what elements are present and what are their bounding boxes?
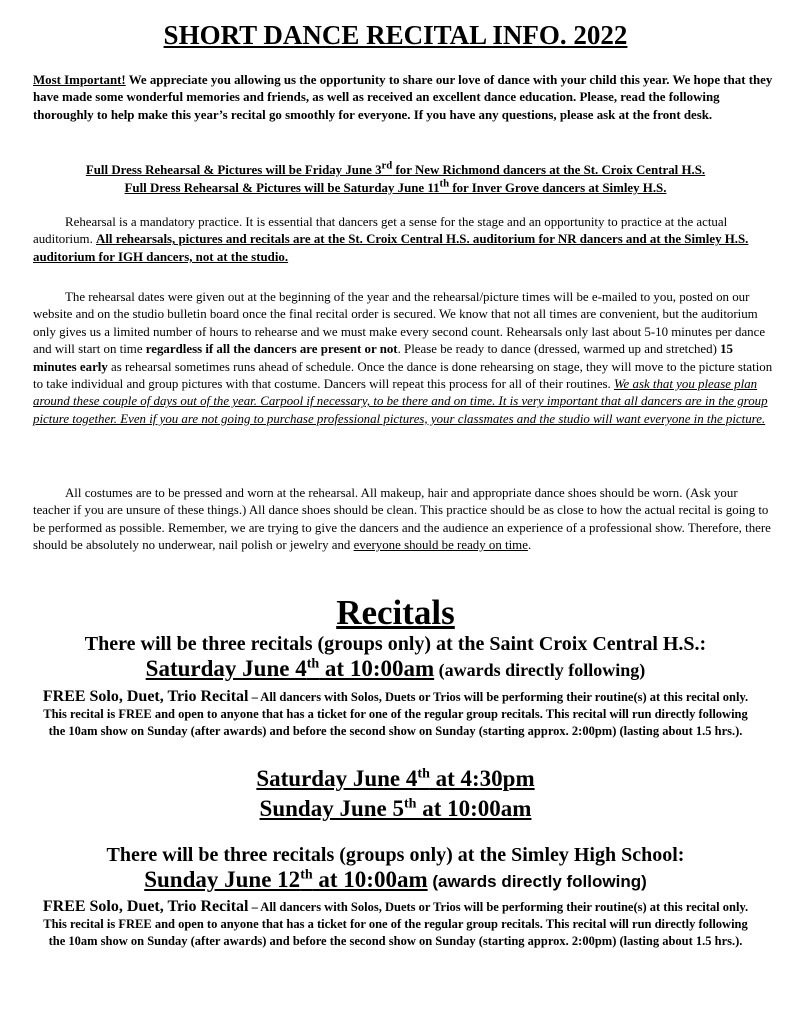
scc-show-2-date: Saturday June 4: [256, 766, 418, 791]
dates-bold-2: 15 minutes early: [33, 342, 733, 374]
costumes-text: All costumes are to be pressed and worn at the rehearsal. All makeup, hair and appropriate dance shoes should be worn. (Ask your teacher if you are unsure of these things.) All dance shoes should be clean. This practice should be as close to how the actual recital is going to be performed as possible. Remember, we are trying to give the dancers and the audience an experience of a professional show. Therefore, there should be absolutely no underwear, nail polish or jewelry and: [33, 486, 771, 553]
costumes-end: .: [527, 538, 532, 553]
rehearsal-igh-text: Full Dress Rehearsal & Pictures will be Saturday June 11: [124, 181, 440, 195]
rehearsal-dates-paragraph: [33, 289, 773, 428]
solo-recital-simley: [40, 899, 751, 949]
solo-recital-simley-lead: FREE Solo, Duet, Trio Recital: [42, 898, 249, 915]
rehearsal-line-new-richmond: [0, 159, 791, 178]
rehearsal-igh-sup: th: [439, 177, 450, 190]
costumes-paragraph: [33, 485, 773, 555]
solo-recital-scc: [40, 689, 751, 739]
scc-intro: There will be three recitals (groups only) at the Saint Croix Central H.S.:: [84, 633, 707, 655]
scc-show-2: [0, 766, 791, 792]
mandatory-emphasis: All rehearsals, pictures and recitals are at the St. Croix Central H.S. auditorium for NR dancers and at the Simley H.S. auditorium for IGH dancers, not at the studio.: [33, 232, 749, 264]
rehearsal-nr-sup: rd: [381, 159, 393, 172]
simley-intro: There will be three recitals (groups only) at the Simley High School:: [106, 844, 685, 866]
scc-show-3-sup: th: [404, 796, 417, 812]
solo-recital-simley-text: – All dancers with Solos, Duets or Trios will be performing their routine(s) at this recital only. This recital is FREE and open to anyone that has a ticket for one of the regular group recitals. This recital will run directly following the 10am show on Sunday (after awards) and before the second show on Sunday (starting approx. 2:00pm) (lasting about 1.5 hrs.).: [43, 900, 749, 948]
intro-body: We appreciate you allowing us the opportunity to share our love of dance with your child this year. We hope that they have made some wonderful memories and friends, as well as received an excellent dance education. Please, read the following thoroughly to help make this year’s recital go smoothly for everyone. If you have any questions, please ask at the front desk.: [33, 73, 773, 122]
mandatory-text: Rehearsal is a mandatory practice. It is essential that dancers get a sense for the stage and an opportunity to practice at the actual auditorium.: [33, 215, 728, 247]
scc-show-2-sup: th: [417, 766, 430, 782]
simley-show-1-when: [144, 867, 427, 892]
recitals-heading: Recitals: [336, 593, 455, 632]
simley-show-1: [0, 867, 791, 893]
page-title: SHORT DANCE RECITAL INFO. 2022: [163, 20, 628, 50]
dates-bold-1: regardless if all the dancers are present or not: [145, 342, 398, 357]
scc-show-3-when: [260, 796, 532, 821]
solo-recital-scc-text: – All dancers with Solos, Duets or Trios will be performing their routine(s) at this recital only. This recital is FREE and open to anyone that has a ticket for one of the regular group recitals. This recital will run directly following the 10am show on Sunday (after awards) and before the second show on Sunday (starting approx. 2:00pm) (lasting about 1.5 hrs.).: [43, 690, 749, 738]
rehearsal-nr-text: Full Dress Rehearsal & Pictures will be Friday June 3: [85, 163, 382, 177]
scc-show-3-date: Sunday June 5: [259, 796, 405, 821]
mandatory-paragraph: [33, 214, 773, 266]
dates-text-3: as rehearsal sometimes runs ahead of schedule. Once the dance is done rehearsing on stage, they will move to the picture station to take individual and group pictures with that costume. Dancers will repeat this process for all of their routines.: [33, 359, 773, 392]
scc-show-1-date: Saturday June 4: [145, 656, 307, 681]
rehearsal-nr-text-end: for New Richmond dancers at the St. Croix Central H.S.: [392, 163, 706, 177]
solo-recital-scc-lead: FREE Solo, Duet, Trio Recital: [42, 688, 249, 705]
scc-show-3: [0, 796, 791, 822]
rehearsal-line-inver-grove: [0, 177, 791, 196]
simley-show-1-time: at 10:00am: [312, 867, 428, 892]
scc-show-1-note: (awards directly following): [434, 660, 646, 680]
intro-paragraph: [33, 72, 773, 124]
scc-show-1: [0, 656, 791, 682]
rehearsal-igh-text-end: for Inver Grove dancers at Simley H.S.: [449, 181, 667, 195]
simley-show-1-sup: th: [300, 867, 313, 883]
scc-show-1-time: at 10:00am: [319, 656, 435, 681]
scc-show-1-sup: th: [306, 656, 320, 672]
simley-show-1-date: Sunday June 12: [144, 867, 301, 892]
dates-italic: We ask that you please plan around these couple of days out of the year. Carpool if necessary, to be there and on time. It is very important that all dancers are in the group picture together. Even if you are not going to purchase professional pictures, your classmates and the studio will want everyone in the picture.: [33, 377, 768, 426]
dates-text-2: . Please be ready to dance (dressed, warmed up and stretched): [397, 342, 721, 357]
dates-text-1: The rehearsal dates were given out at the beginning of the year and the rehearsal/picture times will be e-mailed to you, posted on our website and on the studio bulletin board once the final recital order is secured. We know that not all times are convenient, but the auditorium only gives us a limited number of hours to rehearse and we must make every second count. Rehearsals only last about 5-10 minutes per dance and will start on time: [33, 290, 766, 357]
scc-show-2-when: [256, 766, 534, 791]
scc-show-3-time: at 10:00am: [416, 796, 532, 821]
intro-lead: Most Important!: [33, 73, 126, 87]
simley-show-1-note: (awards directly following): [427, 872, 647, 891]
scc-show-2-time: at 4:30pm: [429, 766, 535, 791]
scc-show-1-when: [146, 656, 434, 681]
costumes-underlined: everyone should be ready on time: [353, 538, 528, 553]
